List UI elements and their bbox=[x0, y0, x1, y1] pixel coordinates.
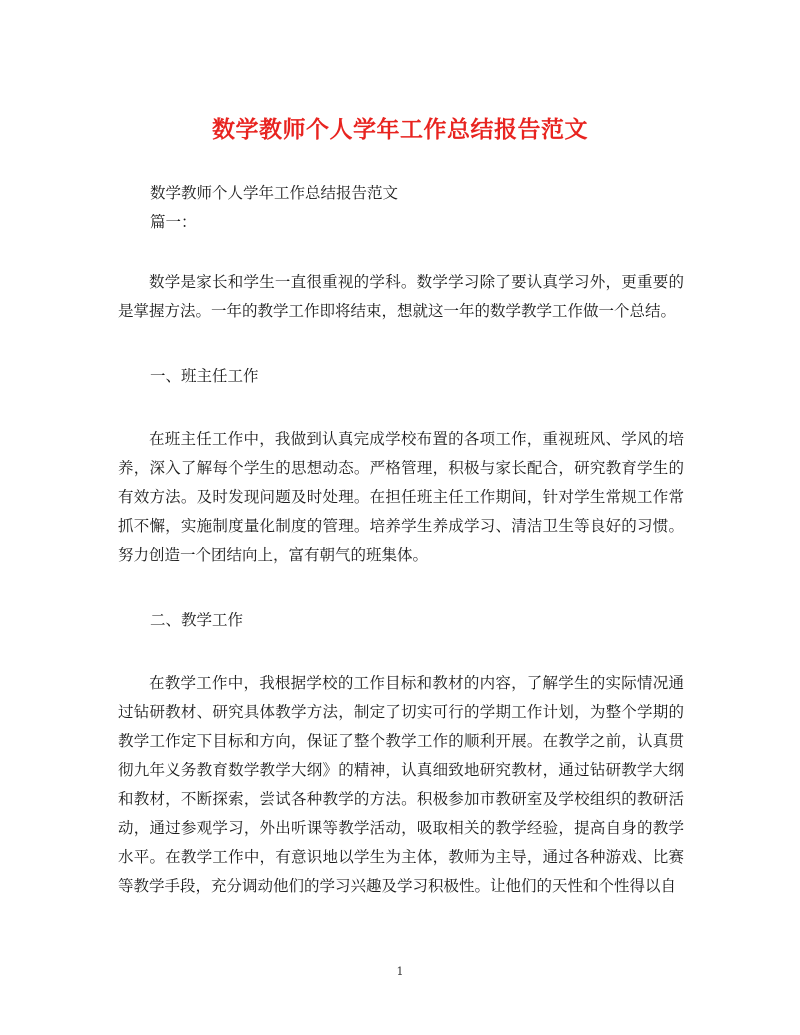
document-subtitle: 数学教师个人学年工作总结报告范文 bbox=[150, 184, 399, 202]
section-heading-class-teacher: 一、班主任工作 bbox=[150, 367, 259, 385]
document-title: 数学教师个人学年工作总结报告范文 bbox=[212, 116, 588, 143]
section-heading-teaching: 二、教学工作 bbox=[150, 611, 244, 629]
intro-paragraph: 数学是家长和学生一直很重视的学科。数学学习除了要认真学习外，更重要的是掌握方法。一年的教学工作即将结束，想就这一年的数学教学工作做一个总结。 bbox=[118, 273, 684, 320]
section-body-teaching: 在教学工作中，我根据学校的工作目标和教材的内容，了解学生的实际情况通过钻研教材、研究具体教学方法，制定了切实可行的学期工作计划，为整个学期的教学工作定下目标和方向，保证了整个教学工作的顺利开展。在教学之前，认真贯彻九年义务教育数学教学大纲》的精神，认真细致地研究教材，通过钻研教学大纲和教材，不断探索，尝试各种教学的方法。积极参加市教研室及学校组织的教研活动，通过参观学习，外出听课等教学活动，吸取相关的教学经验，提高自身的教学水平。在教学工作中，有意识地以学生为主体，教师为主导，通过各种游戏、比赛等教学手段，充分调动他们的学习兴趣及学习积极性。让他们的天性和个性得以自 bbox=[118, 674, 684, 895]
page-number: 1 bbox=[396, 965, 404, 978]
section-body-class-teacher: 在班主任工作中，我做到认真完成学校布置的各项工作，重视班风、学风的培养，深入了解每个学生的思想动态。严格管理，积极与家长配合，研究教育学生的有效方法。及时发现问题及时处理。在担任班主任工作期间，针对学生常规工作常抓不懈，实施制度量化制度的管理。培养学生养成学习、清洁卫生等良好的习惯。努力创造一个团结向上，富有朝气的班集体。 bbox=[118, 430, 684, 564]
part-label: 篇一： bbox=[150, 213, 197, 231]
